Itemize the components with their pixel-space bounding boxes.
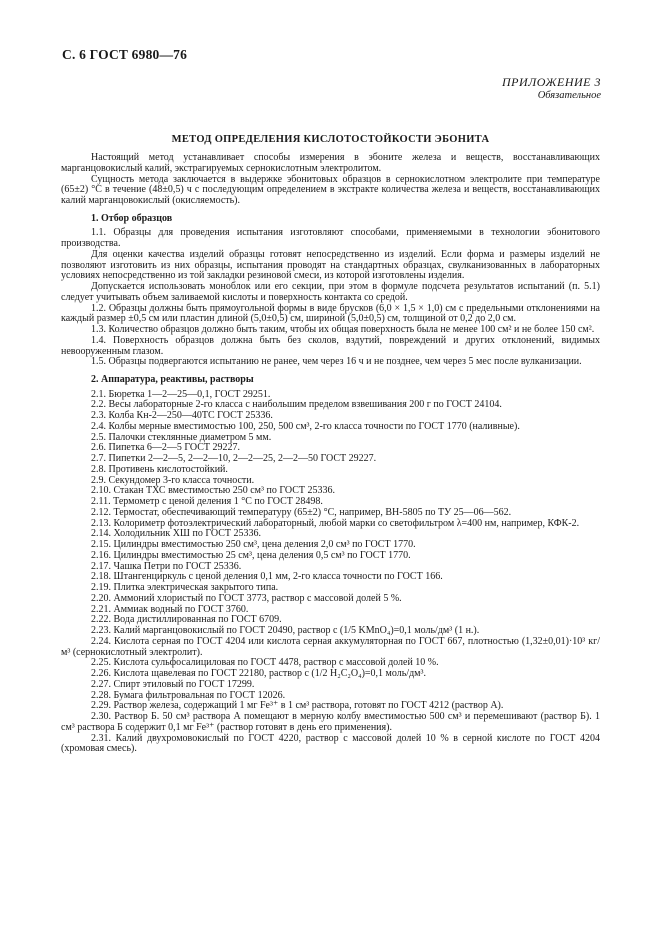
page-header: С. 6 ГОСТ 6980—76 xyxy=(62,47,188,62)
intro-paragraph: Сущность метода заключается в выдержке эбонитовых образцов в сернокислотном электролите при температуре (65±2) °С в течение (48±0,5) ч с последующим определением в экстракте количества железа и веществ, восстанавливающих калий марганцовокислый (окисляемость). xyxy=(61,173,600,206)
appendix-status: Обязательное xyxy=(537,90,601,101)
section-paragraph: 1.4. Поверхность образцов должна быть без сколов, вздутий, повреждений и других отклонений, видимых невооруженным глазом. xyxy=(61,334,600,357)
list-item: 2.5. Палочки стеклянные диаметром 5 мм. xyxy=(91,431,272,443)
section-paragraph: 1.2. Образцы должны быть прямоугольной формы в виде брусков (6,0 × 1,5 × 1,0) см с предельными отклонениями на каждый размер ±0,5 см или пластин длиной (5,0±0,5) см, шириной (5,0±0,5) см, толщиной от 0,2 до 2,0 см. xyxy=(61,302,600,325)
list-item: 2.11. Термометр с ценой деления 1 °С по ГОСТ 28498. xyxy=(91,496,323,507)
list-item: 2.27. Спирт этиловый по ГОСТ 17299. xyxy=(91,678,255,690)
list-item: 2.24. Кислота серная по ГОСТ 4204 или кислота серная аккумуляторная по ГОСТ 667, плотностью (1,32±0,01)·10³ кг/м³ (сернокислотный электролит). xyxy=(61,635,600,658)
document-title: МЕТОД ОПРЕДЕЛЕНИЯ КИСЛОТОСТОЙКОСТИ ЭБОНИТА xyxy=(171,134,490,145)
list-item: 2.20. Аммоний хлористый по ГОСТ 3773, раствор с массовой долей 5 %. xyxy=(91,592,402,604)
list-item: 2.4. Колбы мерные вместимостью 100, 250, 500 см³, 2-го класса точности по ГОСТ 1770 (наливные). xyxy=(91,420,520,432)
list-item: 2.2. Весы лабораторные 2-го класса с наибольшим пределом взвешивания 200 г по ГОСТ 24104. xyxy=(91,399,502,411)
list-item: 2.17. Чашка Петри по ГОСТ 25336. xyxy=(91,560,242,572)
section-paragraph: Для оценки качества изделий образцы готовят непосредственно из изделий. Если форма и размеры изделий не позволяют изготовить из них образцы, испытания проводят на стандартных образцах, свулканизованных в лабораторных условиях непосредственно из той закладки резиновой смеси, из которой изготовлены изделия. xyxy=(61,248,600,282)
list-item: 2.22. Вода дистиллированная по ГОСТ 6709. xyxy=(91,614,282,626)
section-paragraph: 1.5. Образцы подвергаются испытанию не ранее, чем через 16 ч и не позднее, чем через 5 мес после вулканизации. xyxy=(91,356,582,368)
section-paragraph: 1.1. Образцы для проведения испытания изготовляют способами, применяемыми в технологии эбонитового производства. xyxy=(61,227,600,249)
list-item: 2.18. Штангенциркуль с ценой деления 0,1 мм, 2-го класса точности по ГОСТ 166. xyxy=(91,571,443,583)
list-item: 2.13. Колориметр фотоэлектрический лабораторный, любой марки со светофильтром λ=400 нм, например, КФК-2. xyxy=(91,517,580,529)
list-item: 2.8. Противень кислотостойкий. xyxy=(91,463,228,475)
section-heading: 1. Отбор образцов xyxy=(91,212,173,224)
section-paragraph: 1.3. Количество образцов должно быть таким, чтобы их общая поверхность была не менее 100 см² и не более 150 см². xyxy=(91,324,595,335)
list-item: 2.21. Аммиак водный по ГОСТ 3760. xyxy=(91,603,249,615)
list-item: 2.9. Секундомер 3-го класса точности. xyxy=(91,474,255,486)
list-item: 2.10. Стакан ТХС вместимостью 250 см³ по ГОСТ 25336. xyxy=(91,485,335,497)
list-item: 2.26. Кислота щавелевая по ГОСТ 22180, раствор с (1/2 H₂C₂O₄)=0,1 моль/дм³. xyxy=(91,668,426,679)
list-item: 2.7. Пипетки 2—2—5, 2—2—10, 2—2—25, 2—2—50 ГОСТ 29227. xyxy=(91,453,377,464)
list-item: 2.12. Термостат, обеспечивающий температуру (65±2) °С, например, ВН-5805 по ТУ 25—06—562. xyxy=(91,506,512,518)
list-item: 2.19. Плитка электрическая закрытого типа. xyxy=(91,582,279,593)
list-item: 2.14. Холодильник ХШ по ГОСТ 25336. xyxy=(91,528,262,540)
list-item: 2.31. Калий двухромовокислый по ГОСТ 4220, раствор с массовой долей 10 % в серной кислоте по ГОСТ 4204 (хромовая смесь). xyxy=(61,732,600,755)
appendix-block xyxy=(502,76,601,102)
list-item: 2.6. Пипетка 6—2—5 ГОСТ 29227. xyxy=(91,442,241,454)
list-item: 2.16. Цилиндры вместимостью 25 см³, цена деления 0,5 см³ по ГОСТ 1770. xyxy=(91,549,411,561)
list-item: 2.23. Калий марганцовокислый по ГОСТ 20490, раствор с (1/5 KMnO₄)=0,1 моль/дм³ (1 н.). xyxy=(91,625,480,636)
list-item: 2.30. Раствор Б. 50 см³ раствора А помещают в мерную колбу вместимостью 500 см³ и перемешивают (раствор Б). 1 см³ раствора Б содержит 0,1 мг Fe³⁺ (раствор готовят в день его применения). xyxy=(61,711,600,733)
list-item: 2.29. Раствор железа, содержащий 1 мг Fe³⁺ в 1 см³ раствора, готовят по ГОСТ 4212 (раствор А). xyxy=(91,700,504,712)
list-item: 2.3. Колба Кн-2—250—40ТС ГОСТ 25336. xyxy=(91,410,273,421)
appendix-label: ПРИЛОЖЕНИЕ 3 xyxy=(502,75,601,89)
intro-paragraph: Настоящий метод устанавливает способы измерения в эбоните железа и веществ, восстанавливающих марганцовокислый калий, экстрагируемых сернокислотным электролитом. xyxy=(61,152,600,174)
list-item: 2.15. Цилиндры вместимостью 250 см³, цена деления 2,0 см³ по ГОСТ 1770. xyxy=(91,539,416,550)
document-body xyxy=(61,153,600,755)
list-item: 2.28. Бумага фильтровальная по ГОСТ 12026. xyxy=(91,689,286,701)
list-item: 2.1. Бюретка 1—2—25—0,1, ГОСТ 29251. xyxy=(91,388,271,400)
section-paragraph: Допускается использовать моноблок или его секции, при этом в формуле подсчета результатов испытаний (п. 5.1) следует учитывать объем заливаемой кислоты и поверхность контакта со средой. xyxy=(61,281,600,303)
list-item: 2.25. Кислота сульфосалициловая по ГОСТ 4478, раствор с массовой долей 10 %. xyxy=(91,657,439,669)
section-heading: 2. Аппаратура, реактивы, растворы xyxy=(91,374,254,385)
